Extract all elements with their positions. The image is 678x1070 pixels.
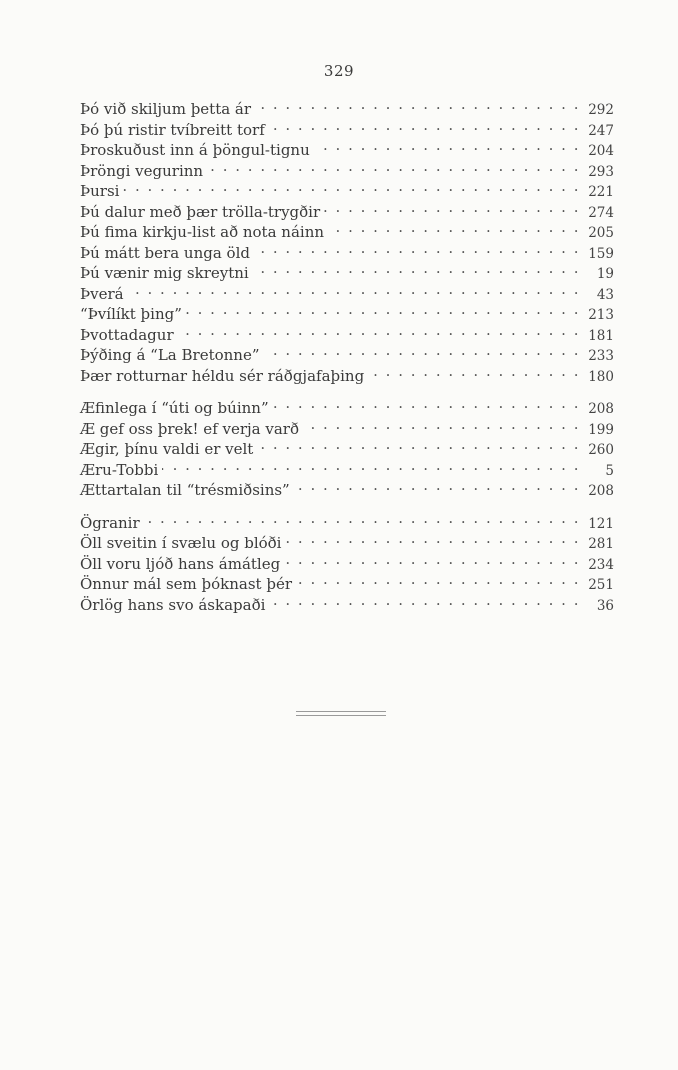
entry-title: Þær rotturnar héldu sér ráðgjafaþing	[80, 366, 365, 385]
entry-page-number: 274	[588, 204, 614, 221]
dot-leader	[324, 197, 580, 217]
dot-leader	[257, 434, 580, 454]
dot-leader	[207, 156, 580, 176]
entry-page-number: 251	[588, 577, 614, 593]
entry-page-number: 121	[588, 515, 614, 532]
entry-page-number: 208	[588, 483, 614, 499]
entry-title: Þú mátt bera unga öld	[80, 243, 250, 262]
entry-title: Ægir, þínu valdi er velt	[80, 440, 254, 458]
entry-page-number: 180	[588, 368, 614, 385]
index-group	[80, 393, 614, 499]
entry-title: Æ gef oss þrek! ef verja varð	[80, 419, 300, 438]
dot-leader	[178, 320, 580, 340]
entry-page-number: 205	[588, 225, 614, 241]
entry-page-number: 221	[588, 184, 614, 200]
entry-title: Þú fima kirkju-list að nota náinn	[80, 223, 325, 241]
entry-page-number: 5	[605, 462, 614, 479]
index-entry	[80, 508, 614, 532]
index-entry	[80, 94, 614, 118]
entry-page-number: 213	[588, 307, 614, 323]
entry-page-number: 292	[588, 102, 614, 118]
dot-leader	[269, 115, 580, 135]
dot-leader	[162, 455, 580, 475]
dot-leader	[255, 94, 580, 114]
entry-title: Þýðing á “La Bretonne”	[80, 346, 260, 364]
entry-page-number: 19	[596, 266, 614, 282]
index-entry	[80, 176, 614, 200]
index-entry	[80, 279, 614, 303]
dot-leader	[254, 238, 580, 258]
entry-page-number: 233	[588, 348, 614, 364]
entry-title: Ögranir	[80, 513, 140, 532]
dot-leader	[284, 549, 580, 569]
entry-page-number: 43	[596, 286, 614, 303]
dot-leader	[186, 299, 580, 319]
entry-title: Öll sveitin í svælu og blóði	[80, 534, 282, 552]
entry-title: Þroskuðust inn á þöngul-tignu	[80, 141, 310, 159]
entry-page-number: 281	[588, 536, 614, 552]
entry-page-number: 36	[596, 597, 614, 614]
entry-title: Æfinlega í “úti og búinn”	[80, 399, 269, 417]
dot-leader	[368, 361, 580, 381]
entry-title: Þursi	[80, 182, 120, 200]
entry-title: Þvottadagur	[80, 325, 174, 344]
entry-page-number: 181	[588, 327, 614, 344]
dot-leader	[296, 569, 580, 589]
dot-leader	[285, 528, 580, 548]
entry-title: Æru-Tobbi	[80, 460, 159, 479]
dot-leader	[264, 340, 580, 360]
index-entry	[80, 393, 614, 417]
entry-title: Þú dalur með þær trölla-trygðir	[80, 202, 321, 221]
entry-title: Örlög hans svo áskapaði	[80, 595, 266, 614]
entry-title: Þó við skiljum þetta ár	[80, 100, 252, 118]
dot-leader	[269, 590, 580, 610]
entry-title: Þröngi vegurinn	[80, 161, 204, 180]
entry-title: Ættartalan til “trésmiðsins”	[80, 481, 290, 499]
closing-double-rule	[296, 711, 386, 716]
entry-title: “Þvílíkt þing”	[80, 305, 182, 323]
entry-title: Öll voru ljóð hans ámátleg	[80, 554, 281, 573]
entry-title: Þó þú ristir tvíbreitt torf	[80, 120, 265, 139]
entry-page-number: 293	[588, 163, 614, 180]
dot-leader	[273, 393, 580, 413]
dot-leader	[128, 279, 580, 299]
dot-leader	[123, 176, 580, 196]
entry-page-number: 208	[588, 401, 614, 417]
entry-page-number: 234	[588, 556, 614, 573]
entry-title: Þverá	[80, 284, 124, 303]
dot-leader	[144, 508, 580, 528]
entry-page-number: 199	[588, 421, 614, 438]
entry-page-number: 247	[588, 122, 614, 139]
index-entry	[80, 528, 614, 552]
index-entry	[80, 197, 614, 221]
index-entry	[80, 299, 614, 323]
entry-title: Þú vænir mig skreytni	[80, 264, 249, 282]
dot-leader	[303, 414, 580, 434]
page-number: 329	[323, 62, 355, 80]
dot-leader	[314, 135, 580, 155]
dot-leader	[294, 475, 580, 495]
entry-page-number: 260	[588, 442, 614, 458]
dot-leader	[253, 258, 580, 278]
dot-leader	[328, 217, 580, 237]
entry-title: Önnur mál sem þóknast þér	[80, 575, 292, 593]
index-group	[80, 508, 614, 614]
index-list	[80, 94, 614, 614]
entry-page-number: 159	[588, 245, 614, 262]
entry-page-number: 204	[588, 143, 614, 159]
index-group	[80, 94, 614, 385]
